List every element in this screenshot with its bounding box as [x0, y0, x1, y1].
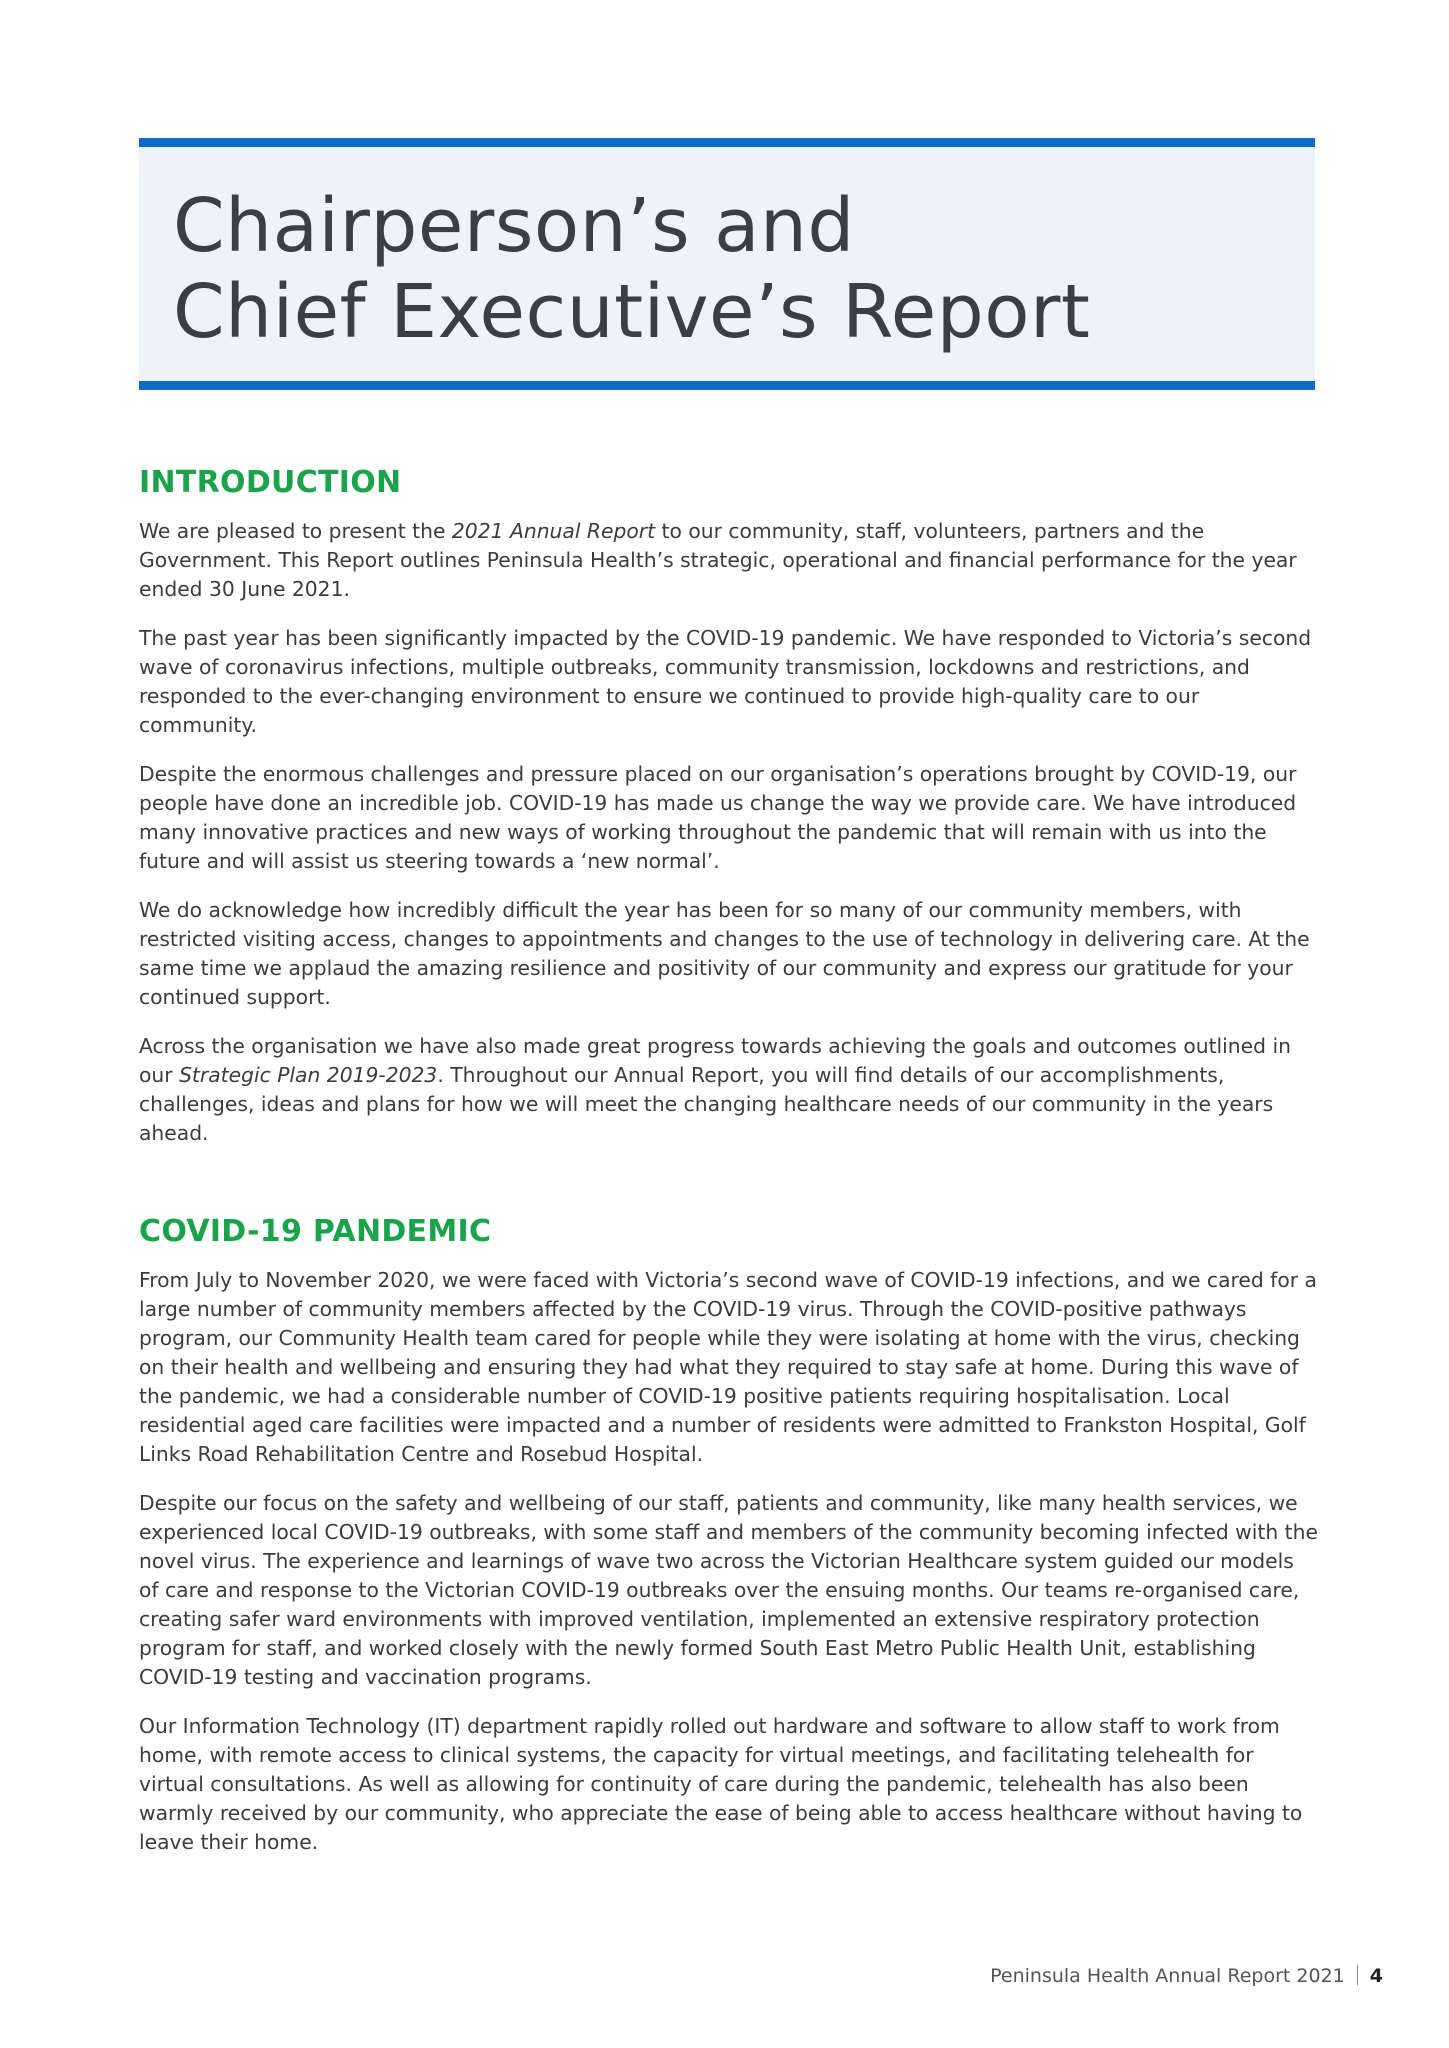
covid-section — [139, 1212, 1319, 1857]
intro-paragraph-4: We do acknowledge how incredibly difficult the year has been for so many of our community members, with restricted visiting access, changes to appointments and changes to the use of technology in delivering care. At the same time we applaud the amazing resilience and positivity of our community and express our gratitude for your continued support. — [139, 898, 1310, 1009]
page-title-line-1: Chairperson’s and — [173, 183, 855, 269]
title-banner — [139, 138, 1315, 390]
footer-divider — [1357, 1965, 1358, 1985]
introduction-section — [139, 463, 1319, 1148]
intro-paragraph-2: The past year has been significantly impacted by the COVID-19 pandemic. We have responded to Victoria’s second wave of coronavirus infections, multiple outbreaks, community transmission, lockdowns and restrictions, and responded to the ever-changing environment to ensure we continued to provide high-quality care to our community. — [139, 626, 1312, 737]
page-footer — [990, 1965, 1383, 1987]
covid-paragraph-3: Our Information Technology (IT) department rapidly rolled out hardware and software to allow staff to work from home, with remote access to clinical systems, the capacity for virtual meetings, and facilitating telehealth for virtual consultations. As well as allowing for continuity of care during the pandemic, telehealth has also been warmly received by our community, who appreciate the ease of being able to access healthcare without having to leave their home. — [139, 1714, 1303, 1854]
strategic-plan-title: Strategic Plan 2019-2023 — [179, 1063, 438, 1087]
covid-paragraph-1: From July to November 2020, we were faced with Victoria’s second wave of COVID-19 infections, and we cared for a large number of community members affected by the COVID-19 virus. Through the COVID-positive pathways program, our Community Health team cared for people while they were isolating at home with the virus, checking on their health and wellbeing and ensuring they had what they required to stay safe at home. During this wave of the pandemic, we had a considerable number of COVID-19 positive patients requiring hospitalisation. Local residential aged care facilities were impacted and a number of residents were admitted to Frankston Hospital, Golf Links Road Rehabilitation Centre and Rosebud Hospital. — [139, 1268, 1317, 1466]
page-number: 4 — [1369, 1965, 1383, 1987]
intro-p1-text-start: We are pleased to present the — [139, 519, 452, 543]
report-body — [139, 463, 1319, 1877]
intro-paragraph-1 — [139, 517, 1319, 604]
intro-p5-text-end: . Throughout our Annual Report, you will find details of our accomplishments, challenges, ideas and plans for how we will meet the changing healthcare needs of our community in the years ahead. — [139, 1063, 1274, 1145]
covid-heading: COVID-19 PANDEMIC — [139, 1214, 492, 1249]
intro-p1-text-end: to our community, staff, volunteers, partners and the Government. This Report outlines Peninsula Health’s strategic, operational and financial performance for the year ended 30 June 2021. — [139, 519, 1297, 601]
page-title-line-2: Chief Executive’s Report — [173, 269, 1091, 355]
covid-paragraph-2: Despite our focus on the safety and wellbeing of our staff, patients and community, like many health services, we experienced local COVID-19 outbreaks, with some staff and members of the community becoming infected with the novel virus. The experience and learnings of wave two across the Victorian Healthcare system guided our models of care and response to the Victorian COVID-19 outbreaks over the ensuing months. Our teams re-organised care, creating safer ward environments with improved ventilation, implemented an extensive respiratory protection program for staff, and worked closely with the newly formed South East Metro Public Health Unit, establishing COVID-19 testing and vaccination programs. — [139, 1491, 1318, 1689]
page-title — [173, 183, 1090, 355]
intro-paragraph-3: Despite the enormous challenges and pressure placed on our organisation’s operations brought by COVID-19, our people have done an incredible job. COVID-19 has made us change the way we provide care. We have introduced many innovative practices and new ways of working throughout the pandemic that will remain with us into the future and will assist us steering towards a ‘new normal’. — [139, 762, 1297, 873]
annual-report-title: 2021 Annual Report — [451, 519, 656, 543]
introduction-heading: INTRODUCTION — [139, 465, 402, 500]
intro-paragraph-5 — [139, 1032, 1319, 1148]
footer-report-name: Peninsula Health Annual Report 2021 — [990, 1965, 1345, 1987]
intro-p5-text-start: Across the organisation we have also made great progress towards achieving the goals and outcomes outlined in our — [139, 1034, 1291, 1087]
